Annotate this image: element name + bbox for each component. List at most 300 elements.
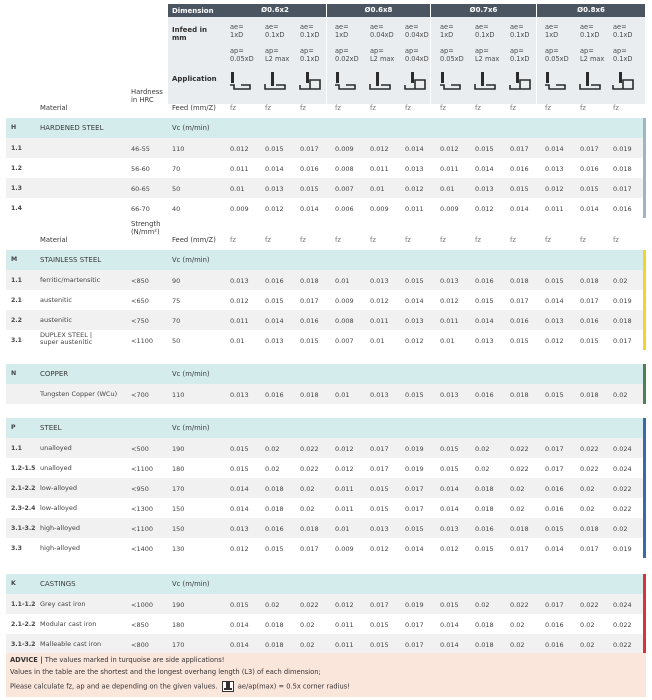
feed-value: 0.017: [300, 145, 319, 153]
feed-value: 0.015: [300, 337, 319, 345]
feed-value: 0.012: [335, 465, 354, 473]
feed-value: 0.013: [545, 165, 564, 173]
material-name: austenitic: [40, 316, 72, 324]
material-name: unalloyed: [40, 444, 72, 452]
end-mill-application-icon: [299, 72, 321, 90]
material-name: low-alloyed: [40, 504, 77, 512]
feed-value: 0.02: [300, 621, 315, 629]
cutting-speed: 190: [172, 445, 185, 453]
section-color-bar: [643, 574, 646, 654]
feed-value: 0.01: [440, 337, 455, 345]
feed-value: 0.014: [545, 297, 564, 305]
feed-value: 0.015: [510, 337, 529, 345]
section-band-N: [6, 364, 646, 384]
col-header-fz: fz: [300, 236, 306, 244]
feed-value: 0.017: [545, 465, 564, 473]
feed-value: 0.018: [613, 317, 632, 325]
col-header-fz: fz: [580, 236, 586, 244]
feed-value: 0.014: [580, 205, 599, 213]
feed-value: 0.013: [440, 391, 459, 399]
infeed-ae: ae= 1xD: [440, 23, 454, 39]
material-code: 1.3: [11, 185, 22, 192]
feed-value: 0.02: [613, 525, 628, 533]
feed-value: 0.019: [613, 145, 632, 153]
material-code: 2.3-2.4: [11, 505, 36, 512]
feed-value: 0.018: [580, 525, 599, 533]
material-code: 1.1: [11, 445, 22, 452]
material-property: <950: [131, 485, 149, 493]
feed-value: 0.009: [335, 545, 354, 553]
feed-value: 0.015: [475, 545, 494, 553]
feed-value: 0.013: [230, 277, 249, 285]
feed-value: 0.014: [265, 317, 284, 325]
col-header-property: Hardness in HRC: [131, 88, 163, 105]
end-mill-application-icon: [474, 72, 496, 90]
feed-value: 0.015: [510, 185, 529, 193]
infeed-ap: ap= 0.05xD: [440, 47, 464, 63]
feed-value: 0.011: [335, 505, 354, 513]
feed-value: 0.014: [510, 205, 529, 213]
feed-value: 0.015: [545, 391, 564, 399]
feed-value: 0.013: [230, 525, 249, 533]
feed-value: 0.017: [580, 145, 599, 153]
feed-value: 0.012: [370, 545, 389, 553]
feed-value: 0.02: [580, 505, 595, 513]
feed-value: 0.013: [230, 391, 249, 399]
feed-value: 0.016: [545, 505, 564, 513]
feed-value: 0.012: [370, 297, 389, 305]
material-code: 1.4: [11, 205, 22, 212]
material-property: <500: [131, 445, 149, 453]
feed-value: 0.015: [265, 297, 284, 305]
feed-value: 0.015: [405, 391, 424, 399]
vc-label: Vc (m/min): [172, 424, 210, 432]
material-code: 3.1-3.2: [11, 525, 36, 532]
col-header-fz: fz: [440, 236, 446, 244]
feed-value: 0.019: [405, 445, 424, 453]
feed-value: 0.012: [335, 601, 354, 609]
material-code: 2.2: [11, 317, 22, 324]
col-header-fz: fz: [265, 104, 271, 112]
group-separator: [326, 4, 327, 104]
cutting-speed: 75: [172, 297, 181, 305]
col-header-material: Material: [40, 236, 68, 244]
end-mill-application-icon: [404, 72, 426, 90]
feed-value: 0.014: [230, 641, 249, 649]
feed-value: 0.016: [300, 317, 319, 325]
feed-value: 0.014: [545, 145, 564, 153]
feed-value: 0.018: [580, 277, 599, 285]
feed-value: 0.02: [510, 505, 525, 513]
feed-value: 0.009: [440, 205, 459, 213]
feed-value: 0.014: [405, 545, 424, 553]
feed-value: 0.011: [370, 165, 389, 173]
feed-value: 0.018: [475, 621, 494, 629]
feed-value: 0.02: [475, 601, 490, 609]
feed-value: 0.02: [300, 505, 315, 513]
feed-value: 0.018: [580, 391, 599, 399]
infeed-ap: ap= L2 max: [580, 47, 605, 63]
vc-label: Vc (m/min): [172, 580, 210, 588]
feed-value: 0.015: [230, 445, 249, 453]
section-title: CASTINGS: [40, 580, 76, 588]
feed-value: 0.02: [265, 601, 280, 609]
feed-value: 0.015: [370, 621, 389, 629]
section-color-bar: [643, 364, 646, 404]
feed-value: 0.013: [370, 391, 389, 399]
infeed-ae: ae= 0.1xD: [613, 23, 633, 39]
col-header-fz: fz: [230, 104, 236, 112]
application-label: Application: [172, 75, 217, 83]
section-code: H: [11, 124, 17, 131]
col-header-fz: fz: [265, 236, 271, 244]
section-band-K: [6, 574, 646, 594]
cutting-speed: 70: [172, 317, 181, 325]
material-property: <800: [131, 641, 149, 649]
feed-value: 0.009: [335, 297, 354, 305]
col-header-fz: fz: [405, 236, 411, 244]
feed-value: 0.012: [545, 185, 564, 193]
feed-value: 0.016: [265, 391, 284, 399]
end-mill-application-icon: [439, 72, 461, 90]
feed-value: 0.02: [475, 445, 490, 453]
feed-value: 0.02: [510, 485, 525, 493]
feed-value: 0.015: [545, 277, 564, 285]
col-header-fz: fz: [335, 236, 341, 244]
feed-value: 0.014: [265, 165, 284, 173]
cutting-speed: 190: [172, 601, 185, 609]
material-property: <1000: [131, 601, 153, 609]
end-mill-application-icon: [334, 72, 356, 90]
material-property: 66-70: [131, 205, 150, 213]
infeed-ap: ap= 0.05xD: [545, 47, 569, 63]
feed-value: 0.018: [613, 165, 632, 173]
feed-value: 0.019: [405, 465, 424, 473]
section-title: HARDENED STEEL: [40, 124, 104, 132]
feed-value: 0.014: [440, 641, 459, 649]
feed-value: 0.016: [475, 277, 494, 285]
feed-value: 0.011: [370, 317, 389, 325]
cutting-speed: 170: [172, 641, 185, 649]
advice-title: ADVICE |: [10, 656, 43, 664]
feed-value: 0.015: [475, 145, 494, 153]
feed-value: 0.018: [300, 391, 319, 399]
infeed-ae: ae= 1xD: [545, 23, 559, 39]
dimension-0: Ø0.6x2: [261, 6, 289, 14]
material-code: 1.1-1.2: [11, 601, 36, 608]
infeed-ae: ae= 0.04xD: [405, 23, 429, 39]
dimension-1: Ø0.6x8: [364, 6, 393, 14]
material-property: 60-65: [131, 185, 150, 193]
infeed-ap: ap= 0.04xD: [405, 47, 429, 63]
feed-value: 0.02: [580, 485, 595, 493]
end-mill-application-icon: [509, 72, 531, 90]
feed-value: 0.017: [405, 485, 424, 493]
feed-value: 0.009: [230, 205, 249, 213]
vc-label: Vc (m/min): [172, 370, 210, 378]
dimension-2: Ø0.7x6: [469, 6, 498, 14]
feed-value: 0.017: [405, 641, 424, 649]
feed-value: 0.024: [613, 601, 632, 609]
feed-value: 0.011: [545, 205, 564, 213]
feed-value: 0.017: [613, 337, 632, 345]
feed-value: 0.017: [510, 145, 529, 153]
feed-value: 0.009: [335, 145, 354, 153]
feed-value: 0.018: [475, 505, 494, 513]
col-header-feed: Feed (mm/Z): [172, 104, 216, 112]
material-property: <1100: [131, 465, 153, 473]
feed-value: 0.011: [335, 485, 354, 493]
feed-value: 0.018: [510, 277, 529, 285]
feed-value: 0.02: [613, 277, 628, 285]
material-name: low-alloyed: [40, 484, 77, 492]
col-header-feed: Feed (mm/Z): [172, 236, 216, 244]
feed-value: 0.018: [265, 505, 284, 513]
feed-value: 0.015: [265, 545, 284, 553]
feed-value: 0.013: [475, 185, 494, 193]
infeed-ap: ap= L2 max: [370, 47, 395, 63]
end-mill-application-icon: [612, 72, 634, 90]
vc-label: Vc (m/min): [172, 124, 210, 132]
col-header-fz: fz: [510, 104, 516, 112]
feed-value: 0.018: [475, 485, 494, 493]
feed-value: 0.016: [475, 525, 494, 533]
cutting-speed: 50: [172, 185, 181, 193]
col-header-fz: fz: [545, 104, 551, 112]
feed-value: 0.011: [440, 317, 459, 325]
feed-value: 0.024: [613, 445, 632, 453]
advice-box: [6, 653, 646, 697]
feed-value: 0.018: [475, 641, 494, 649]
section-code: K: [11, 580, 16, 587]
infeed-ap: ap= 0.1xD: [613, 47, 633, 63]
material-property: <700: [131, 391, 149, 399]
feed-value: 0.013: [265, 185, 284, 193]
feed-value: 0.012: [545, 337, 564, 345]
material-code: 1.1: [11, 145, 22, 152]
material-property: <1300: [131, 505, 153, 513]
feed-value: 0.007: [335, 185, 354, 193]
col-header-fz: fz: [613, 236, 619, 244]
feed-value: 0.01: [230, 185, 245, 193]
material-name: austenitic: [40, 296, 72, 304]
feed-value: 0.007: [335, 337, 354, 345]
material-property: <750: [131, 317, 149, 325]
feed-value: 0.017: [405, 505, 424, 513]
feed-value: 0.018: [510, 525, 529, 533]
infeed-ap: ap= 0.1xD: [300, 47, 320, 63]
feed-value: 0.019: [405, 601, 424, 609]
group-separator: [430, 4, 431, 104]
col-header-fz: fz: [510, 236, 516, 244]
feed-value: 0.01: [230, 337, 245, 345]
feed-value: 0.017: [580, 297, 599, 305]
col-header-fz: fz: [300, 104, 306, 112]
col-header-property: Strength (N/mm²): [131, 220, 161, 237]
feed-value: 0.013: [405, 165, 424, 173]
infeed-ap: ap= 0.05xD: [230, 47, 254, 63]
feed-value: 0.015: [370, 485, 389, 493]
material-property: <1100: [131, 337, 153, 345]
feed-value: 0.013: [440, 277, 459, 285]
feed-value: 0.017: [405, 621, 424, 629]
material-name: Malleable cast iron: [40, 640, 102, 648]
feed-value: 0.015: [230, 601, 249, 609]
cutting-speed: 40: [172, 205, 181, 213]
material-name: Tungsten Copper (WCu): [40, 390, 118, 398]
dimension-3: Ø0.8x6: [577, 6, 605, 14]
feed-value: 0.017: [370, 465, 389, 473]
feed-value: 0.014: [440, 621, 459, 629]
feed-value: 0.016: [545, 621, 564, 629]
feed-value: 0.015: [475, 297, 494, 305]
col-header-fz: fz: [475, 104, 481, 112]
end-mill-application-icon: [544, 72, 566, 90]
feed-value: 0.014: [475, 165, 494, 173]
dimension-label: Dimension: [172, 7, 214, 15]
end-mill-application-icon: [579, 72, 601, 90]
material-name: Modular cast iron: [40, 620, 97, 628]
feed-value: 0.01: [335, 391, 350, 399]
material-code: 3.1: [11, 337, 22, 344]
feed-value: 0.01: [335, 525, 350, 533]
feed-value: 0.016: [613, 205, 632, 213]
feed-value: 0.015: [440, 465, 459, 473]
material-property: <1400: [131, 545, 153, 553]
advice-line-1: The values marked in turquoise are side applications!: [44, 656, 225, 664]
infeed-ae: ae= 0.1xD: [510, 23, 530, 39]
feed-value: 0.014: [545, 545, 564, 553]
feed-value: 0.014: [475, 317, 494, 325]
section-color-bar: [643, 418, 646, 558]
infeed-ae: ae= 0.1xD: [475, 23, 495, 39]
feed-value: 0.016: [580, 165, 599, 173]
section-code: P: [11, 424, 16, 431]
material-property: <650: [131, 297, 149, 305]
material-code: 2.1-2.2: [11, 621, 36, 628]
feed-value: 0.02: [265, 445, 280, 453]
infeed-ap: ap= L2 max: [265, 47, 290, 63]
feed-value: 0.022: [580, 601, 599, 609]
feed-value: 0.022: [510, 445, 529, 453]
infeed-ae: ae= 1xD: [335, 23, 349, 39]
section-title: STEEL: [40, 424, 62, 432]
feed-value: 0.022: [510, 601, 529, 609]
feed-value: 0.014: [230, 505, 249, 513]
material-property: 46-55: [131, 145, 150, 153]
feed-value: 0.013: [370, 525, 389, 533]
feed-value: 0.02: [580, 641, 595, 649]
section-title: COPPER: [40, 370, 69, 378]
material-name: DUPLEX STEEL | super austenitic: [40, 331, 93, 347]
section-title: STAINLESS STEEL: [40, 256, 102, 264]
col-header-fz: fz: [440, 104, 446, 112]
cutting-speed: 110: [172, 145, 185, 153]
feed-value: 0.018: [300, 277, 319, 285]
feed-value: 0.022: [580, 465, 599, 473]
feed-value: 0.019: [613, 545, 632, 553]
feed-value: 0.017: [300, 297, 319, 305]
cutting-speed: 50: [172, 337, 181, 345]
material-name: Grey cast iron: [40, 600, 86, 608]
feed-value: 0.022: [300, 445, 319, 453]
material-property: <850: [131, 277, 149, 285]
feed-value: 0.022: [613, 505, 632, 513]
infeed-ae: ae= 0.1xD: [265, 23, 285, 39]
feed-value: 0.018: [265, 641, 284, 649]
material-name: high-alloyed: [40, 524, 81, 532]
advice-line-2: Values in the table are the shortest and the longest overhang length (L3) of each dimension;: [10, 668, 321, 676]
feed-value: 0.02: [475, 465, 490, 473]
feed-value: 0.017: [613, 185, 632, 193]
feed-value: 0.019: [613, 297, 632, 305]
col-header-fz: fz: [475, 236, 481, 244]
feed-value: 0.016: [580, 317, 599, 325]
vc-label: Vc (m/min): [172, 256, 210, 264]
feed-value: 0.017: [510, 545, 529, 553]
feed-value: 0.011: [440, 165, 459, 173]
infeed-ap: ap= L2 max: [475, 47, 500, 63]
feed-value: 0.015: [405, 277, 424, 285]
material-code: 2.1: [11, 297, 22, 304]
feed-value: 0.02: [300, 641, 315, 649]
group-separator: [536, 4, 537, 104]
col-header-fz: fz: [370, 104, 376, 112]
section-code: N: [11, 370, 17, 377]
feed-value: 0.015: [230, 465, 249, 473]
infeed-ap: ap= 0.1xD: [510, 47, 530, 63]
feed-value: 0.017: [370, 445, 389, 453]
feed-value: 0.022: [300, 601, 319, 609]
material-property: 56-60: [131, 165, 150, 173]
feed-value: 0.015: [370, 505, 389, 513]
feed-value: 0.012: [335, 445, 354, 453]
feed-value: 0.014: [230, 621, 249, 629]
feed-value: 0.022: [510, 465, 529, 473]
feed-value: 0.022: [613, 641, 632, 649]
feed-value: 0.013: [370, 277, 389, 285]
feed-value: 0.018: [300, 525, 319, 533]
material-code: 3.3: [11, 545, 22, 552]
feed-value: 0.017: [510, 297, 529, 305]
cutting-speed: 70: [172, 165, 181, 173]
feed-value: 0.013: [265, 337, 284, 345]
section-color-bar: [643, 250, 646, 350]
feed-value: 0.01: [440, 185, 455, 193]
feed-value: 0.022: [580, 445, 599, 453]
material-code: 1.2-1.5: [11, 465, 36, 472]
feed-value: 0.012: [440, 145, 459, 153]
feed-value: 0.015: [405, 525, 424, 533]
feed-value: 0.008: [335, 317, 354, 325]
feed-value: 0.011: [405, 205, 424, 213]
feed-value: 0.017: [545, 601, 564, 609]
feed-value: 0.011: [335, 621, 354, 629]
feed-value: 0.012: [370, 145, 389, 153]
feed-value: 0.006: [335, 205, 354, 213]
feed-value: 0.015: [545, 525, 564, 533]
material-code: 3.1-3.2: [11, 641, 36, 648]
cutting-speed: 180: [172, 465, 185, 473]
feed-value: 0.01: [335, 277, 350, 285]
feed-value: 0.011: [230, 317, 249, 325]
material-property: <850: [131, 621, 149, 629]
feed-value: 0.02: [510, 621, 525, 629]
feed-value: 0.016: [300, 165, 319, 173]
infeed-ap: ap= 0.02xD: [335, 47, 359, 63]
feed-value: 0.009: [370, 205, 389, 213]
col-header-fz: fz: [335, 104, 341, 112]
